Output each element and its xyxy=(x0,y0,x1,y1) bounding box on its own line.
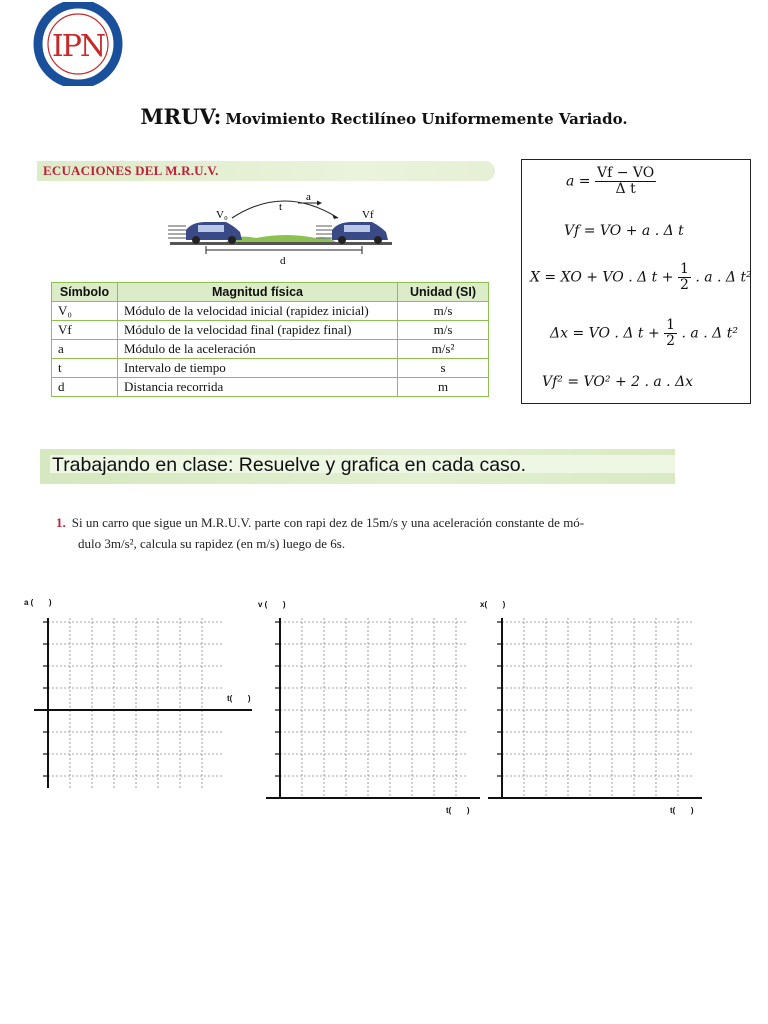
formula-position xyxy=(530,262,752,293)
cell-unit: m/s xyxy=(398,302,489,321)
grid-velocity xyxy=(256,598,506,823)
header-symbol: Símbolo xyxy=(52,283,118,302)
graph-acceleration xyxy=(22,598,272,798)
half-numerator: 1 xyxy=(679,261,689,277)
cell-magnitude: Módulo de la velocidad final (rapidez final) xyxy=(118,321,398,340)
title-main: MRUV: xyxy=(140,104,222,129)
problem-line-1: Si un carro que sigue un M.R.U.V. parte con rapi dez de 15m/s y una aceleración constante de mó- xyxy=(71,515,585,530)
label-time: t xyxy=(279,201,283,213)
table-row xyxy=(52,340,489,359)
formula-box xyxy=(521,159,751,404)
cell-unit: m/s xyxy=(398,321,489,340)
x-axis-label-a: t( ) xyxy=(227,694,251,703)
formula-1-denominator: Δ t xyxy=(615,181,636,197)
cell-magnitude: Intervalo de tiempo xyxy=(118,359,398,378)
table-row xyxy=(52,302,489,321)
label-v-initial: V₀ xyxy=(216,209,228,221)
title-subtitle: Movimiento Rectilíneo Uniformemente Variado. xyxy=(225,110,628,128)
half-denominator: 2 xyxy=(679,277,689,293)
cell-magnitude: Distancia recorrida xyxy=(118,378,398,397)
cell-symbol: Vf xyxy=(52,321,118,340)
label-accel: a xyxy=(306,191,311,203)
problem-number: 1. xyxy=(56,515,66,530)
table-row xyxy=(52,378,489,397)
formula-3-left: X = XO + VO . Δ t + xyxy=(530,269,674,286)
mruv-diagram xyxy=(166,188,396,268)
equations-header: ECUACIONES DEL M.R.U.V. xyxy=(43,163,219,178)
cell-unit: m/s² xyxy=(398,340,489,359)
formula-torricelli: Vf² = VO² + 2 . a . Δx xyxy=(542,374,694,390)
cell-magnitude: Módulo de la aceleración xyxy=(118,340,398,359)
cell-symbol: a xyxy=(52,340,118,359)
banner-text: Trabajando en clase: Resuelve y grafica en cada caso. xyxy=(52,454,527,476)
x-axis-label-v: t( ) xyxy=(446,806,470,815)
cell-magnitude: Módulo de la velocidad inicial (rapidez inicial) xyxy=(118,302,398,321)
section-banner xyxy=(40,449,675,484)
cell-symbol: t xyxy=(52,359,118,378)
table-row xyxy=(52,321,489,340)
x-axis-label-x: t( ) xyxy=(670,806,694,815)
equations-header-bar xyxy=(37,161,495,181)
label-distance: d xyxy=(280,255,286,267)
graph-position xyxy=(478,598,728,823)
cell-unit: s xyxy=(398,359,489,378)
grid-position xyxy=(478,598,728,823)
table-row xyxy=(52,359,489,378)
table-header-row xyxy=(52,283,489,302)
school-logo xyxy=(30,2,126,86)
formula-final-velocity: Vf = VO + a . Δ t xyxy=(564,223,684,239)
cell-symbol: V₀ xyxy=(52,302,118,321)
formula-4-half xyxy=(664,318,677,349)
y-axis-label-a: a ( ) xyxy=(24,598,52,607)
label-v-final: Vf xyxy=(362,209,374,221)
formula-acceleration xyxy=(566,166,656,197)
graph-velocity xyxy=(256,598,506,823)
symbol-table xyxy=(51,282,489,397)
header-unit: Unidad (SI) xyxy=(398,283,489,302)
problem-line-2: dulo 3m/s², calcula su rapidez (en m/s) luego de 6s. xyxy=(78,536,346,551)
cell-unit: m xyxy=(398,378,489,397)
y-axis-label-v: v ( ) xyxy=(258,600,286,609)
formula-1-fraction xyxy=(595,166,656,197)
formula-4-right: . a . Δ t² xyxy=(681,325,738,342)
cell-symbol: d xyxy=(52,378,118,397)
problem-1 xyxy=(56,512,656,554)
half-denominator: 2 xyxy=(666,333,676,349)
page-title xyxy=(0,104,768,129)
formula-displacement xyxy=(550,318,738,349)
svg-text:IPN: IPN xyxy=(51,29,105,64)
formula-1-lhs: a = xyxy=(566,173,591,190)
formula-1-numerator: Vf − VO xyxy=(596,165,655,181)
header-magnitude: Magnitud física xyxy=(118,283,398,302)
half-numerator: 1 xyxy=(666,317,676,333)
formula-4-left: Δx = VO . Δ t + xyxy=(550,325,660,342)
y-axis-label-x: x( ) xyxy=(480,600,506,609)
formula-3-right: . a . Δ t² xyxy=(695,269,752,286)
formula-3-half xyxy=(678,262,691,293)
